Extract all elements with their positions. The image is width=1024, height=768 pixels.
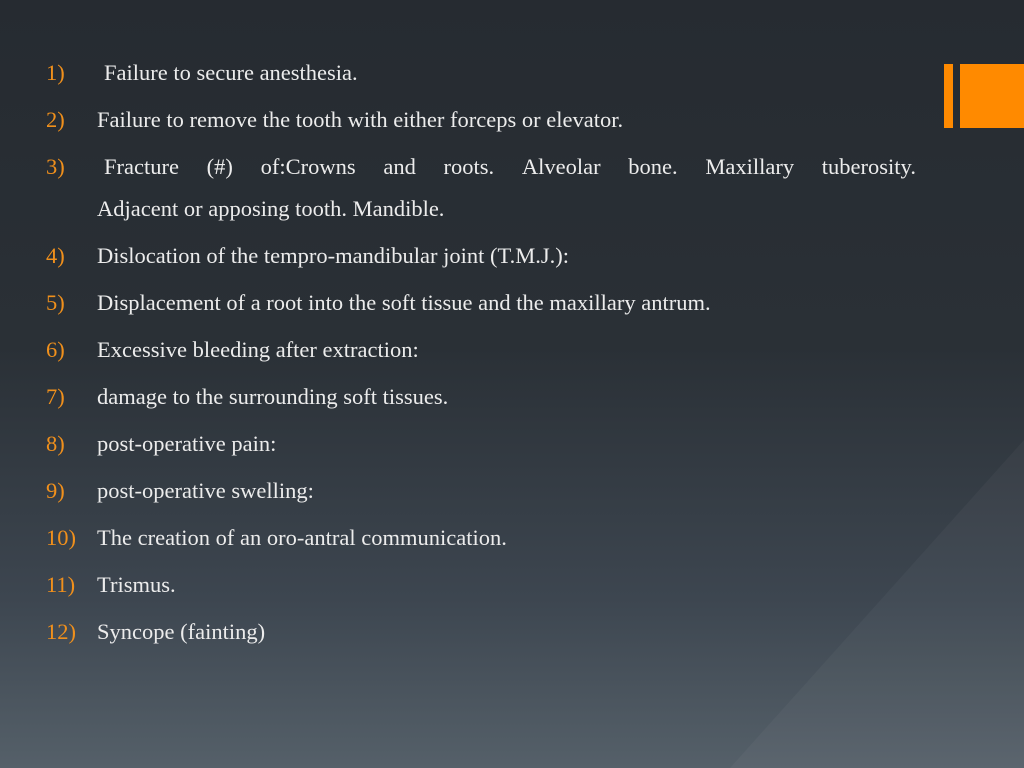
list-number: 11) [46,572,76,597]
list-text: Failure to secure anesthesia. [104,60,358,85]
list-word: Alveolar [521,154,601,179]
list-text: The creation of an oro-antral communication. [97,525,507,550]
list-number: 9) [46,478,65,503]
list-text: post-operative pain: [97,431,277,456]
list-number: 8) [46,431,65,456]
list-text: post-operative swelling: [97,478,314,503]
logo-thin-bar [944,64,953,128]
list-word: roots. [443,154,495,179]
list-text: Syncope (fainting) [97,619,266,644]
list-number: 10) [46,525,76,550]
list-word: tuberosity. [821,154,916,179]
list-word: and [383,154,416,179]
list-number: 2) [46,107,65,132]
list-word: of:Crowns [260,154,356,179]
list-text: damage to the surrounding soft tissues. [97,384,449,409]
list-text: Trismus. [97,572,176,597]
list-text-continuation: Adjacent or apposing tooth. Mandible. [97,196,445,221]
list-word: bone. [628,154,678,179]
list-number: 7) [46,384,65,409]
list-text: Displacement of a root into the soft tissue and the maxillary antrum. [97,290,711,315]
list-text: Excessive bleeding after extraction: [97,337,419,362]
list-word: (#) [206,154,233,179]
list-word: Maxillary [705,154,795,179]
orange-bars-logo [944,64,1024,128]
list-text: Dislocation of the tempro-mandibular joint (T.M.J.): [97,243,569,268]
list-word: Fracture [104,154,179,179]
list-text: Failure to remove the tooth with either forceps or elevator. [97,107,624,132]
list-number: 3) [46,154,65,179]
list-number: 1) [46,60,65,85]
logo-thick-bar [960,64,1024,128]
list-number: 6) [46,337,65,362]
list-text-justified-line [104,146,916,188]
list-number: 12) [46,619,76,644]
list-number: 5) [46,290,65,315]
list-number: 4) [46,243,65,268]
